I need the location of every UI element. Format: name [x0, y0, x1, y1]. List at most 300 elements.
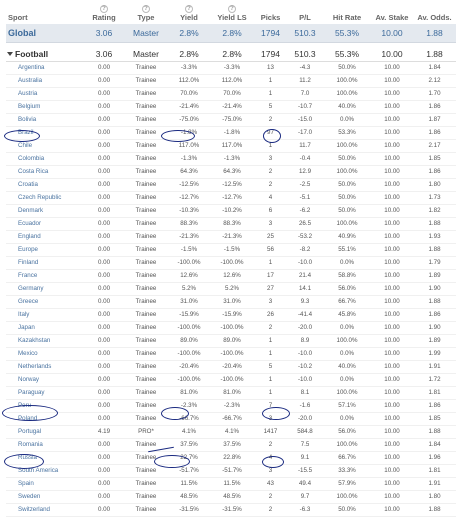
table-row[interactable]	[6, 334, 456, 347]
hit-rate-cell: 0.0%	[323, 412, 371, 425]
av-odds-cell: 1.88	[413, 425, 456, 438]
picks-cell: 17	[254, 269, 287, 282]
type-cell: Trainee	[124, 399, 168, 412]
table-row[interactable]	[6, 113, 456, 126]
type-cell: Trainee	[124, 282, 168, 295]
picks-cell: 3	[254, 464, 287, 477]
help-icon[interactable]: ?	[142, 5, 150, 13]
sport-toggle[interactable]	[6, 47, 84, 61]
picks-cell: 4	[254, 451, 287, 464]
picks-cell: 7	[254, 399, 287, 412]
type-cell: Trainee	[124, 165, 168, 178]
hit-rate-cell: 33.3%	[323, 464, 371, 477]
sport-pl: 510.3	[287, 47, 323, 61]
av-odds-cell: 1.89	[413, 334, 456, 347]
sport-picks: 1794	[254, 47, 287, 61]
picks-cell: 6	[254, 204, 287, 217]
country-name-cell[interactable]: Mexico	[6, 347, 84, 360]
yield-cell: -31.5%	[168, 503, 210, 516]
collapse-triangle-icon[interactable]	[7, 52, 13, 56]
yield-cell: 11.5%	[168, 477, 210, 490]
country-name-cell[interactable]: Finland	[6, 256, 84, 269]
country-name-cell[interactable]: Kazakhstan	[6, 334, 84, 347]
pl-cell: 584.8	[287, 425, 323, 438]
picks-cell: 97	[254, 126, 287, 139]
column-header-type[interactable]	[124, 0, 168, 24]
rating-cell: 0.00	[84, 61, 124, 74]
country-name-cell[interactable]: Italy	[6, 308, 84, 321]
table-row[interactable]	[6, 126, 456, 139]
country-name-cell[interactable]: Peru	[6, 399, 84, 412]
yield-cell: 112.0%	[168, 74, 210, 87]
country-name-cell[interactable]: Switzerland	[6, 503, 84, 516]
av-stake-cell: 10.00	[371, 451, 413, 464]
country-name-cell[interactable]: Bolivia	[6, 113, 84, 126]
global-pl: 510.3	[287, 24, 323, 42]
yield-cell: 48.5%	[168, 490, 210, 503]
yield-cell: -66.7%	[168, 412, 210, 425]
help-icon[interactable]: ?	[185, 5, 193, 13]
av-odds-cell: 1.79	[413, 256, 456, 269]
table-row[interactable]	[6, 360, 456, 373]
global-summary-row	[6, 24, 456, 42]
av-odds-cell: 1.80	[413, 490, 456, 503]
picks-cell: 2	[254, 321, 287, 334]
yield-ls-cell: -1.3%	[210, 152, 254, 165]
type-cell: PRO*	[124, 425, 168, 438]
rating-cell: 0.00	[84, 256, 124, 269]
hit-rate-cell: 50.0%	[323, 178, 371, 191]
country-name-cell[interactable]: Romania	[6, 438, 84, 451]
table-row[interactable]	[6, 282, 456, 295]
table-row[interactable]	[6, 152, 456, 165]
pl-cell: -1.6	[287, 399, 323, 412]
yield-ls-cell: -100.0%	[210, 373, 254, 386]
yield-ls-cell: -31.5%	[210, 503, 254, 516]
type-cell: Trainee	[124, 295, 168, 308]
table-row[interactable]	[6, 256, 456, 269]
table-row[interactable]	[6, 100, 456, 113]
picks-cell: 2	[254, 113, 287, 126]
sport-yield-ls: 2.8%	[210, 47, 254, 61]
yield-ls-cell: -100.0%	[210, 256, 254, 269]
hit-rate-cell: 100.0%	[323, 74, 371, 87]
pl-cell: 9.1	[287, 451, 323, 464]
table-row[interactable]	[6, 87, 456, 100]
column-header-label: Hit Rate	[332, 13, 362, 22]
type-cell: Trainee	[124, 386, 168, 399]
av-odds-cell: 1.86	[413, 308, 456, 321]
column-header-label: P/L	[299, 13, 311, 22]
type-cell: Trainee	[124, 74, 168, 87]
table-row[interactable]	[6, 269, 456, 282]
hit-rate-cell: 40.9%	[323, 230, 371, 243]
yield-cell: -1.5%	[168, 243, 210, 256]
country-name-cell[interactable]: Paraguay	[6, 386, 84, 399]
picks-cell: 25	[254, 230, 287, 243]
hit-rate-cell: 57.1%	[323, 399, 371, 412]
hit-rate-cell: 100.0%	[323, 217, 371, 230]
rating-cell: 0.00	[84, 438, 124, 451]
pl-cell: -0.4	[287, 152, 323, 165]
av-stake-cell: 10.00	[371, 321, 413, 334]
av-odds-cell: 1.91	[413, 360, 456, 373]
yield-ls-cell: -100.0%	[210, 321, 254, 334]
global-av-stake: 10.00	[371, 24, 413, 42]
picks-cell: 1417	[254, 425, 287, 438]
picks-cell: 3	[254, 152, 287, 165]
yield-ls-cell: 37.5%	[210, 438, 254, 451]
picks-cell: 1	[254, 334, 287, 347]
column-header-yield-ls[interactable]	[210, 0, 254, 24]
av-odds-cell: 1.93	[413, 230, 456, 243]
yield-ls-cell: 4.1%	[210, 425, 254, 438]
rating-cell: 0.00	[84, 139, 124, 152]
country-name-cell[interactable]: France	[6, 269, 84, 282]
country-name-cell[interactable]: Belgium	[6, 100, 84, 113]
country-name-cell[interactable]: Australia	[6, 74, 84, 87]
country-name-cell[interactable]: Sweden	[6, 490, 84, 503]
av-odds-cell: 1.86	[413, 399, 456, 412]
sport-type: Master	[124, 47, 168, 61]
av-odds-cell: 1.90	[413, 321, 456, 334]
hit-rate-cell: 66.7%	[323, 295, 371, 308]
hit-rate-cell: 100.0%	[323, 165, 371, 178]
sport-rating: 3.06	[84, 47, 124, 61]
pl-cell: -15.0	[287, 113, 323, 126]
table-row[interactable]	[6, 178, 456, 191]
type-cell: Trainee	[124, 308, 168, 321]
table-row[interactable]	[6, 477, 456, 490]
yield-ls-cell: -51.7%	[210, 464, 254, 477]
table-row[interactable]	[6, 295, 456, 308]
yield-cell: 81.0%	[168, 386, 210, 399]
yield-ls-cell: -20.4%	[210, 360, 254, 373]
pl-cell: 12.9	[287, 165, 323, 178]
country-name-cell[interactable]: Japan	[6, 321, 84, 334]
yield-cell: -100.0%	[168, 347, 210, 360]
table-row[interactable]	[6, 464, 456, 477]
pl-cell: -10.0	[287, 347, 323, 360]
av-odds-cell: 1.88	[413, 243, 456, 256]
column-header-label: Rating	[92, 13, 116, 22]
table-row[interactable]	[6, 243, 456, 256]
av-stake-cell: 10.00	[371, 334, 413, 347]
av-odds-cell: 1.86	[413, 126, 456, 139]
av-stake-cell: 10.00	[371, 87, 413, 100]
country-name-cell[interactable]: Costa Rica	[6, 165, 84, 178]
column-header-rating[interactable]	[84, 0, 124, 24]
av-stake-cell: 10.00	[371, 477, 413, 490]
yield-cell: -20.4%	[168, 360, 210, 373]
country-name-cell[interactable]: Denmark	[6, 204, 84, 217]
yield-cell: -1.8%	[168, 126, 210, 139]
av-odds-cell: 1.70	[413, 87, 456, 100]
pl-cell: -10.0	[287, 373, 323, 386]
pl-cell: -10.0	[287, 256, 323, 269]
type-cell: Trainee	[124, 412, 168, 425]
av-stake-cell: 10.00	[371, 152, 413, 165]
av-odds-cell: 1.91	[413, 477, 456, 490]
hit-rate-cell: 0.0%	[323, 373, 371, 386]
pl-cell: 8.9	[287, 334, 323, 347]
rating-cell: 0.00	[84, 503, 124, 516]
yield-ls-cell: 112.0%	[210, 74, 254, 87]
column-header-sport[interactable]	[6, 0, 84, 24]
yield-cell: -21.3%	[168, 230, 210, 243]
yield-cell: -12.7%	[168, 191, 210, 204]
pl-cell: -8.2	[287, 243, 323, 256]
country-name-cell[interactable]: Argentina	[6, 61, 84, 74]
country-name-cell[interactable]: Austria	[6, 87, 84, 100]
pl-cell: -20.0	[287, 321, 323, 334]
pl-cell: -53.2	[287, 230, 323, 243]
rating-cell: 0.00	[84, 477, 124, 490]
table-row[interactable]	[6, 438, 456, 451]
table-row[interactable]	[6, 204, 456, 217]
yield-ls-cell: -66.7%	[210, 412, 254, 425]
table-row[interactable]	[6, 74, 456, 87]
country-name-cell[interactable]: Portugal	[6, 425, 84, 438]
av-odds-cell: 1.85	[413, 152, 456, 165]
sport-row-football[interactable]	[6, 47, 456, 61]
pl-cell: -2.5	[287, 178, 323, 191]
sport-stats-table	[6, 0, 456, 517]
av-stake-cell: 10.00	[371, 61, 413, 74]
yield-cell: -75.0%	[168, 113, 210, 126]
sport-av-stake: 10.00	[371, 47, 413, 61]
av-stake-cell: 10.00	[371, 100, 413, 113]
help-icon[interactable]: ?	[228, 5, 236, 13]
av-odds-cell: 2.17	[413, 139, 456, 152]
country-name-cell[interactable]: Netherlands	[6, 360, 84, 373]
av-stake-cell: 10.00	[371, 360, 413, 373]
av-odds-cell: 1.88	[413, 503, 456, 516]
table-row[interactable]	[6, 139, 456, 152]
pl-cell: 9.3	[287, 295, 323, 308]
hit-rate-cell: 100.0%	[323, 386, 371, 399]
global-label: Global	[6, 24, 84, 42]
type-cell: Trainee	[124, 178, 168, 191]
picks-cell: 5	[254, 360, 287, 373]
yield-cell: -21.4%	[168, 100, 210, 113]
country-name-cell[interactable]: Colombia	[6, 152, 84, 165]
sport-yield: 2.8%	[168, 47, 210, 61]
av-stake-cell: 10.00	[371, 438, 413, 451]
hit-rate-cell: 100.0%	[323, 490, 371, 503]
yield-cell: 37.5%	[168, 438, 210, 451]
yield-cell: -100.0%	[168, 256, 210, 269]
country-name-cell[interactable]: Ecuador	[6, 217, 84, 230]
yield-ls-cell: -3.3%	[210, 61, 254, 74]
picks-cell: 2	[254, 178, 287, 191]
yield-cell: 89.0%	[168, 334, 210, 347]
table-row[interactable]	[6, 217, 456, 230]
picks-cell: 1	[254, 347, 287, 360]
rating-cell: 0.00	[84, 347, 124, 360]
av-odds-cell: 1.86	[413, 100, 456, 113]
rating-cell: 0.00	[84, 113, 124, 126]
av-odds-cell: 1.82	[413, 204, 456, 217]
country-name-cell[interactable]: Spain	[6, 477, 84, 490]
table-row[interactable]	[6, 451, 456, 464]
picks-cell: 1	[254, 87, 287, 100]
table-row[interactable]	[6, 165, 456, 178]
av-stake-cell: 10.00	[371, 256, 413, 269]
column-header-p-l[interactable]	[287, 0, 323, 24]
yield-cell: 4.1%	[168, 425, 210, 438]
pl-cell: 21.4	[287, 269, 323, 282]
yield-ls-cell: 5.2%	[210, 282, 254, 295]
yield-ls-cell: -12.7%	[210, 191, 254, 204]
av-stake-cell: 10.00	[371, 490, 413, 503]
yield-ls-cell: 70.0%	[210, 87, 254, 100]
yield-cell: -12.5%	[168, 178, 210, 191]
av-odds-cell: 1.89	[413, 269, 456, 282]
av-stake-cell: 10.00	[371, 113, 413, 126]
stats-table-container	[6, 0, 456, 517]
hit-rate-cell: 100.0%	[323, 334, 371, 347]
column-header-av-odds[interactable]	[413, 0, 456, 24]
pl-cell: -17.0	[287, 126, 323, 139]
picks-cell: 1	[254, 373, 287, 386]
picks-cell: 3	[254, 217, 287, 230]
table-row[interactable]	[6, 412, 456, 425]
column-header-yield[interactable]	[168, 0, 210, 24]
av-odds-cell: 1.81	[413, 386, 456, 399]
rating-cell: 0.00	[84, 230, 124, 243]
rating-cell: 0.00	[84, 282, 124, 295]
type-cell: Trainee	[124, 503, 168, 516]
yield-ls-cell: 88.3%	[210, 217, 254, 230]
table-row[interactable]	[6, 503, 456, 516]
country-name-cell[interactable]: Czech Republic	[6, 191, 84, 204]
rating-cell: 0.00	[84, 243, 124, 256]
hit-rate-cell: 50.0%	[323, 191, 371, 204]
av-stake-cell: 10.00	[371, 139, 413, 152]
av-stake-cell: 10.00	[371, 165, 413, 178]
yield-cell: -100.0%	[168, 373, 210, 386]
pl-cell: -6.3	[287, 503, 323, 516]
type-cell: Trainee	[124, 204, 168, 217]
country-name-cell[interactable]: Brazil	[6, 126, 84, 139]
yield-cell: -10.3%	[168, 204, 210, 217]
type-cell: Trainee	[124, 451, 168, 464]
av-stake-cell: 10.00	[371, 399, 413, 412]
table-row[interactable]	[6, 425, 456, 438]
type-cell: Trainee	[124, 139, 168, 152]
yield-ls-cell: -2.3%	[210, 399, 254, 412]
yield-ls-cell: 89.0%	[210, 334, 254, 347]
country-name-cell[interactable]: Europe	[6, 243, 84, 256]
av-odds-cell: 1.99	[413, 347, 456, 360]
table-row[interactable]	[6, 386, 456, 399]
type-cell: Trainee	[124, 347, 168, 360]
global-yield: 2.8%	[168, 24, 210, 42]
yield-ls-cell: 22.8%	[210, 451, 254, 464]
column-header-av-stake[interactable]	[371, 0, 413, 24]
global-hit-rate: 55.3%	[323, 24, 371, 42]
hit-rate-cell: 66.7%	[323, 451, 371, 464]
av-odds-cell: 1.73	[413, 191, 456, 204]
table-row[interactable]	[6, 373, 456, 386]
av-stake-cell: 10.00	[371, 425, 413, 438]
av-stake-cell: 10.00	[371, 191, 413, 204]
country-name-cell[interactable]: Poland	[6, 412, 84, 425]
hit-rate-cell: 100.0%	[323, 87, 371, 100]
sport-av-odds: 1.88	[413, 47, 456, 61]
yield-cell: 117.0%	[168, 139, 210, 152]
country-name-cell[interactable]: England	[6, 230, 84, 243]
rating-cell: 0.00	[84, 165, 124, 178]
picks-cell: 1	[254, 139, 287, 152]
hit-rate-cell: 56.0%	[323, 282, 371, 295]
av-stake-cell: 10.00	[371, 126, 413, 139]
table-row[interactable]	[6, 399, 456, 412]
country-name-cell[interactable]: Russia	[6, 451, 84, 464]
av-odds-cell: 1.84	[413, 61, 456, 74]
global-av-odds: 1.88	[413, 24, 456, 42]
column-header-picks[interactable]	[254, 0, 287, 24]
rating-cell: 0.00	[84, 269, 124, 282]
table-row[interactable]	[6, 490, 456, 503]
type-cell: Trainee	[124, 126, 168, 139]
yield-cell: -1.3%	[168, 152, 210, 165]
hit-rate-cell: 40.0%	[323, 360, 371, 373]
picks-cell: 4	[254, 191, 287, 204]
yield-ls-cell: -21.3%	[210, 230, 254, 243]
table-row[interactable]	[6, 308, 456, 321]
av-odds-cell: 1.96	[413, 451, 456, 464]
av-odds-cell: 1.87	[413, 113, 456, 126]
hit-rate-cell: 0.0%	[323, 347, 371, 360]
country-name-cell[interactable]: Chile	[6, 139, 84, 152]
yield-ls-cell: 117.0%	[210, 139, 254, 152]
help-icon[interactable]: ?	[100, 5, 108, 13]
yield-ls-cell: -1.8%	[210, 126, 254, 139]
hit-rate-cell: 40.0%	[323, 100, 371, 113]
rating-cell: 0.00	[84, 204, 124, 217]
rating-cell: 0.00	[84, 360, 124, 373]
table-row[interactable]	[6, 347, 456, 360]
yield-ls-cell: 11.5%	[210, 477, 254, 490]
table-row[interactable]	[6, 61, 456, 74]
country-name-cell[interactable]: Greece	[6, 295, 84, 308]
country-name-cell[interactable]: Norway	[6, 373, 84, 386]
global-yield-ls: 2.8%	[210, 24, 254, 42]
yield-cell: -15.9%	[168, 308, 210, 321]
av-stake-cell: 10.00	[371, 282, 413, 295]
yield-cell: 88.3%	[168, 217, 210, 230]
av-odds-cell: 1.80	[413, 178, 456, 191]
picks-cell: 13	[254, 61, 287, 74]
hit-rate-cell: 57.9%	[323, 477, 371, 490]
table-row[interactable]	[6, 230, 456, 243]
table-row[interactable]	[6, 321, 456, 334]
table-row[interactable]	[6, 191, 456, 204]
picks-cell: 2	[254, 490, 287, 503]
yield-ls-cell: 12.6%	[210, 269, 254, 282]
country-name-cell[interactable]: South America	[6, 464, 84, 477]
country-name-cell[interactable]: Germany	[6, 282, 84, 295]
picks-cell: 2	[254, 165, 287, 178]
av-stake-cell: 10.00	[371, 204, 413, 217]
yield-cell: -100.0%	[168, 321, 210, 334]
column-header-label: Av. Odds.	[417, 13, 452, 22]
picks-cell: 56	[254, 243, 287, 256]
column-header-hit-rate[interactable]	[323, 0, 371, 24]
country-name-cell[interactable]: Croatia	[6, 178, 84, 191]
